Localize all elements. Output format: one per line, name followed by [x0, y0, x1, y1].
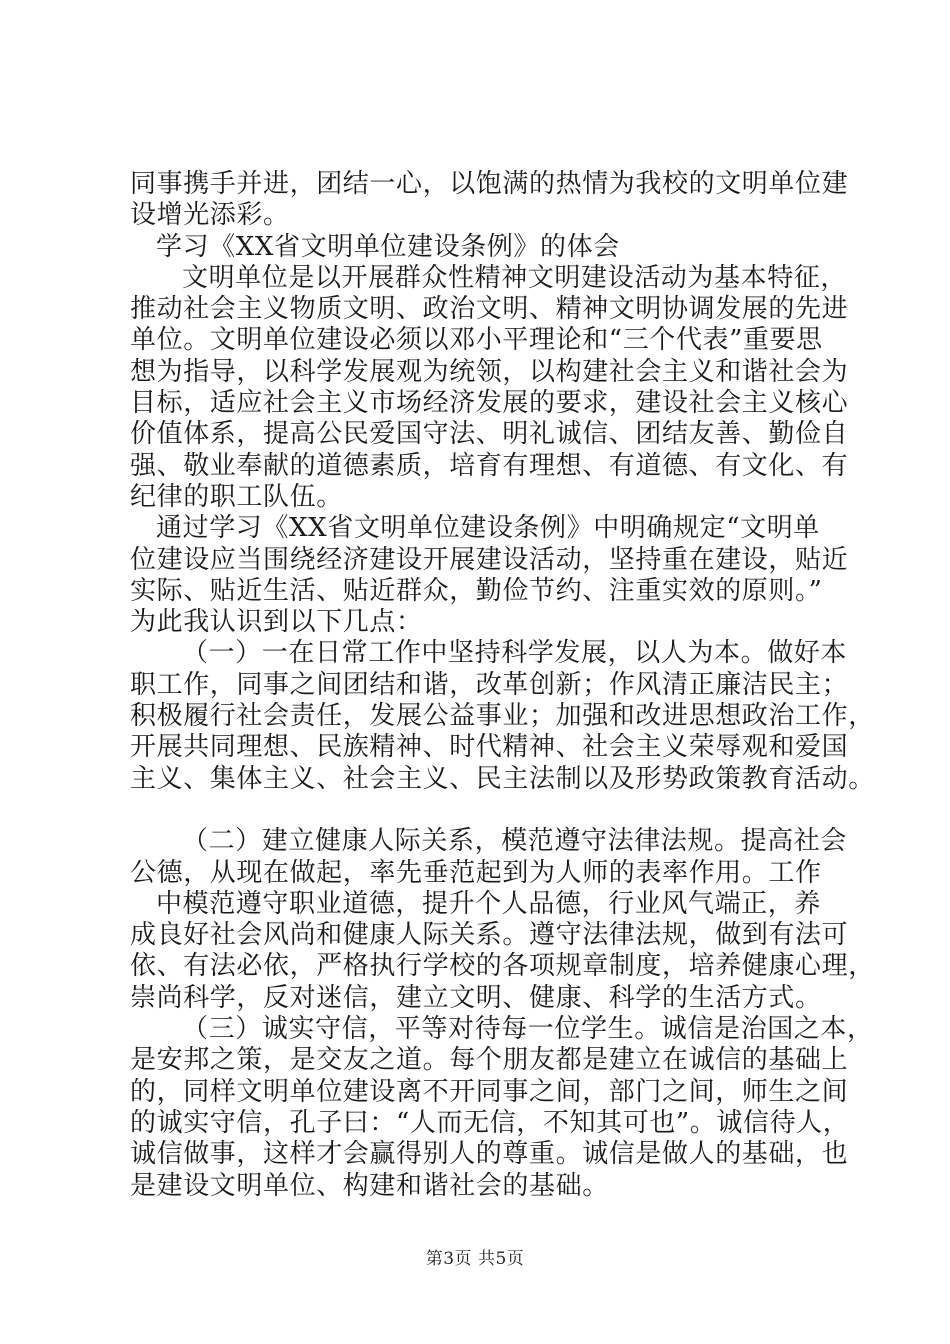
- text-line: （三）诚实守信，平等对待每一位学生。诚信是治国之本，: [182, 1014, 874, 1045]
- text-line: 依、有法必依，严格执行学校的各项规章制度，培养健康心理，: [130, 951, 875, 982]
- text-line: 是建设文明单位、构建和谐社会的基础。: [130, 1170, 609, 1201]
- text-line: 实际、贴近生活、贴近群众，勤俭节约、注重实效的原则。”: [130, 575, 823, 606]
- text-line: 为此我认识到以下几点：: [130, 607, 423, 638]
- text-line: 诚信做事，这样才会赢得别人的尊重。诚信是做人的基础，也: [130, 1139, 849, 1170]
- text-line: 职工作，同事之间团结和谐，改革创新；作风清正廉洁民主；: [130, 669, 849, 700]
- text-line: 中模范遵守职业道德，提升个人品德，行业风气端正，养: [156, 888, 822, 919]
- text-line: 开展共同理想、民族精神、时代精神、社会主义荣辱观和爱国: [130, 732, 849, 763]
- text-line: 目标，适应社会主义市场经济发展的要求，建设社会主义核心: [130, 388, 849, 419]
- text-line: 成良好社会风尚和健康人际关系。遵守法律法规，做到有法可: [130, 920, 849, 951]
- text-line: 强、敬业奉献的道德素质，培育有理想、有道德、有文化、有: [130, 450, 849, 481]
- text-line: 积极履行社会责任，发展公益事业；加强和改进思想政治工作，: [130, 701, 875, 732]
- section-title: 学习《XX省文明单位建设条例》的体会: [156, 231, 620, 262]
- text-line: （二）建立健康人际关系，模范遵守法律法规。提高社会: [182, 826, 848, 857]
- text-line: 设增光添彩。: [130, 200, 290, 231]
- text-line: 是安邦之策，是交友之道。每个朋友都是建立在诚信的基础上: [130, 1045, 849, 1076]
- text-line: 纪律的职工队伍。: [130, 481, 343, 512]
- text-line: 的，同样文明单位建设离不开同事之间，部门之间，师生之间: [130, 1076, 849, 1107]
- text-line: （一）一在日常工作中坚持科学发展，以人为本。做好本: [182, 638, 848, 669]
- text-line: 崇尚科学，反对迷信，建立文明、健康、科学的生活方式。: [130, 982, 822, 1013]
- text-line: 想为指导，以科学发展观为统领，以构建社会主义和谐社会为: [130, 356, 849, 387]
- document-body: [130, 169, 875, 1202]
- text-line: 推动社会主义物质文明、政治文明、精神文明协调发展的先进: [130, 294, 849, 325]
- text-line: 公德，从现在做起，率先垂范起到为人师的表率作用。工作: [130, 857, 822, 888]
- text-line: 文明单位是以开展群众性精神文明建设活动为基本特征，: [182, 262, 848, 293]
- text-line: 同事携手并进，团结一心，以饱满的热情为我校的文明单位建: [130, 169, 849, 199]
- text-line: 通过学习《XX省文明单位建设条例》中明确规定“文明单: [156, 513, 820, 544]
- page-number: 第3页 共5页: [425, 1249, 525, 1269]
- text-line: 价值体系，提高公民爱国守法、明礼诚信、团结友善、勤俭自: [130, 419, 849, 450]
- text-line: 单位。文明单位建设必须以邓小平理论和“三个代表”重要思: [130, 325, 823, 356]
- text-line: 位建设应当围绕经济建设开展建设活动，坚持重在建设，贴近: [130, 544, 849, 575]
- paragraph-gap: [130, 795, 850, 826]
- text-line: 的诚实守信，孔子曰：“人而无信，不知其可也”。诚信待人，: [130, 1107, 850, 1138]
- text-line: 主义、集体主义、社会主义、民主法制以及形势政策教育活动。: [130, 763, 875, 794]
